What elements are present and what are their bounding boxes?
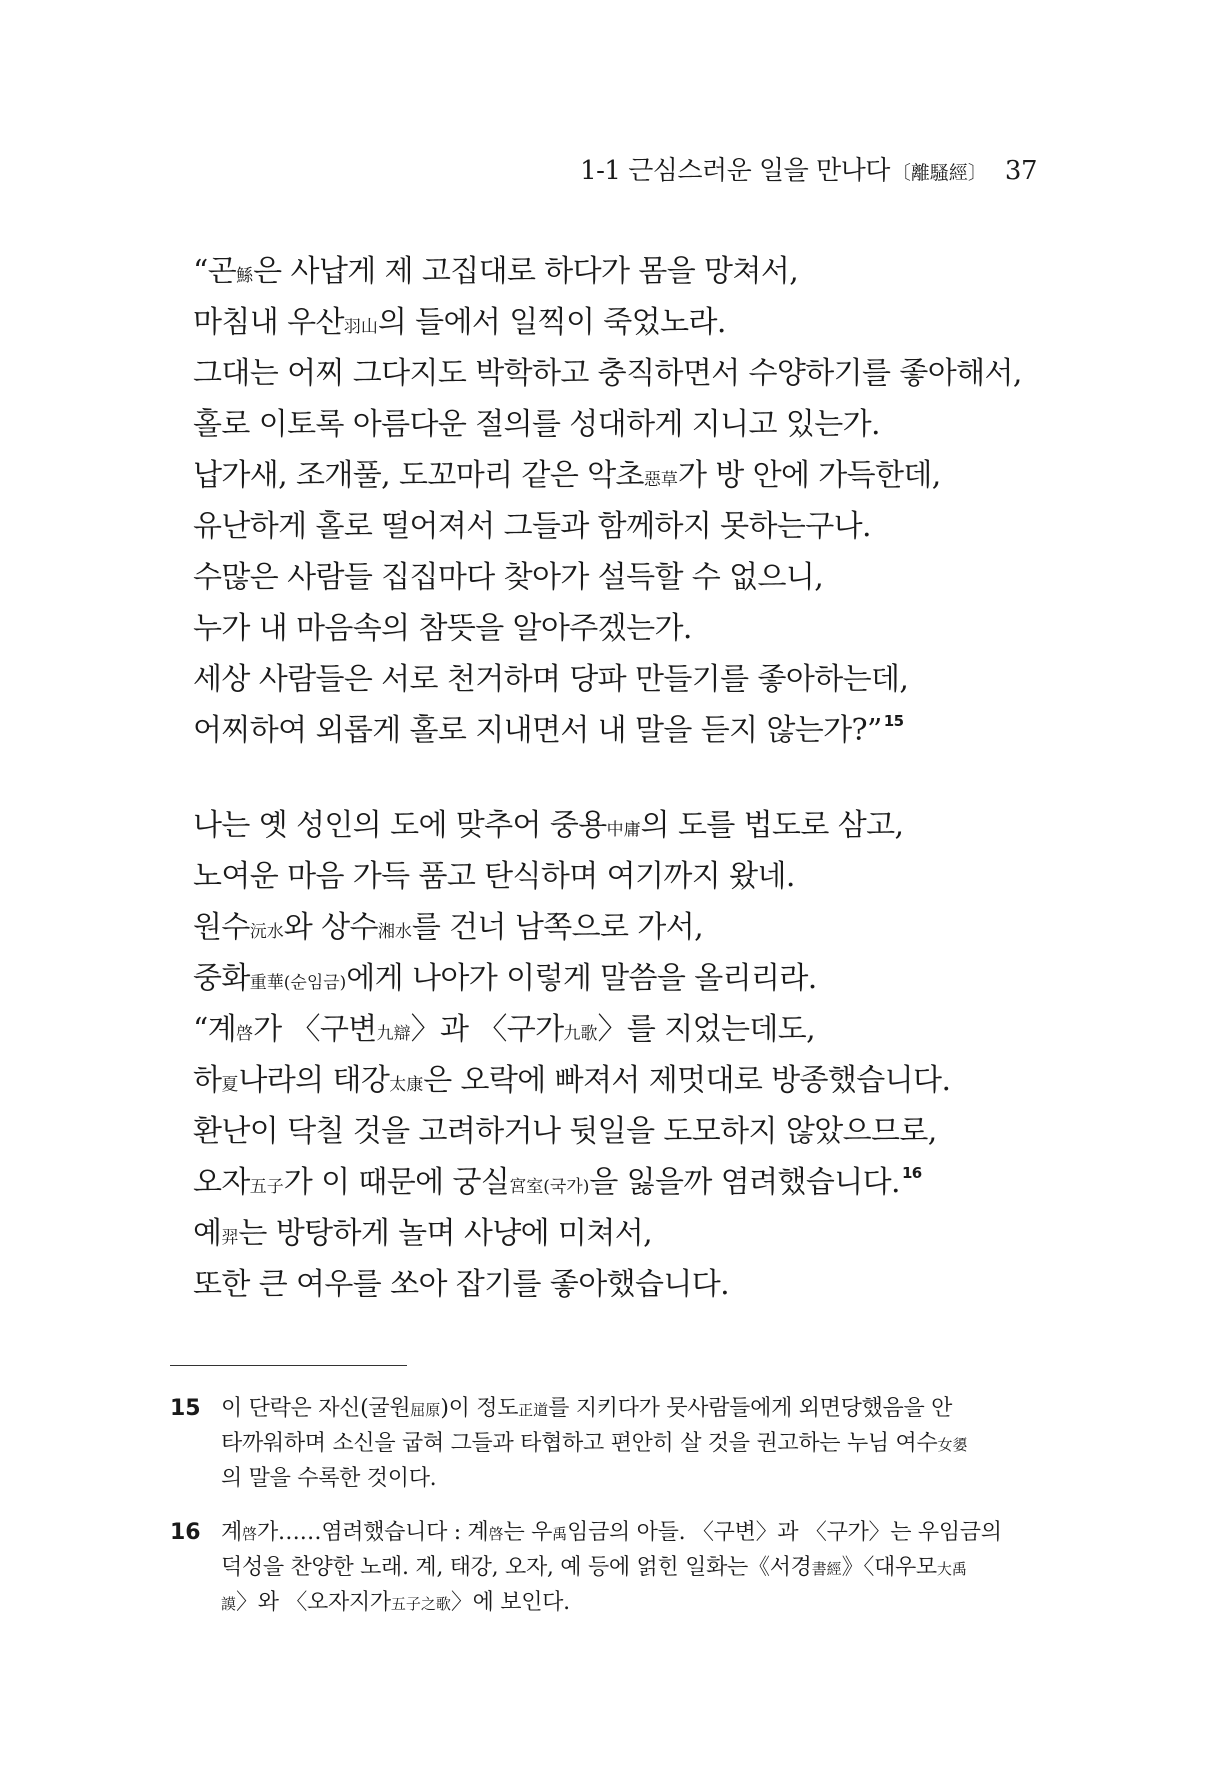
verse-line — [193, 1055, 1073, 1106]
text-run: 〉에 보인다. — [450, 1590, 570, 1615]
footnote-number: 15 — [170, 1396, 201, 1421]
text-run: 의 들에서 일찍이 죽었노라. — [377, 305, 726, 340]
verse-block-2 — [193, 800, 1073, 1310]
text-run: 가 방 안에 가득한데, — [677, 458, 941, 493]
hanja-gloss: 沅水 — [249, 922, 284, 942]
footnote-line — [221, 1462, 1050, 1497]
footnote-divider — [170, 1365, 407, 1366]
text-run: 와 상수 — [283, 910, 378, 945]
text-run: )이 정도 — [440, 1396, 519, 1421]
text-run: 계 — [221, 1520, 242, 1545]
text-run: 홀로 이토록 아름다운 절의를 성대하게 지니고 있는가. — [193, 407, 880, 442]
chapter-title: 1-1 근심스러운 일을 만나다 — [580, 156, 890, 186]
hanja-gloss: 九辯 — [376, 1024, 411, 1044]
footnote-number: 16 — [170, 1520, 201, 1545]
hanja-gloss: 夏 — [221, 1075, 239, 1095]
verse-line — [193, 1004, 1073, 1055]
hanja-gloss: 太康 — [389, 1075, 424, 1095]
text-run: 가 〈구변 — [253, 1012, 377, 1047]
text-run: 오자 — [193, 1165, 250, 1200]
hanja-gloss: 九歌 — [563, 1024, 598, 1044]
hanja-gloss: 禹 — [552, 1525, 568, 1543]
verse-line — [193, 501, 1073, 552]
text-run: 는 방탕하게 놀며 사냥에 미쳐서, — [238, 1216, 653, 1251]
text-run: 은 사납게 제 고집대로 하다가 몸을 망쳐서, — [253, 254, 799, 289]
text-run: 누가 내 마음속의 참뜻을 알아주겠는가. — [193, 611, 692, 646]
text-run: 가……염려했습니다 : 계 — [256, 1520, 489, 1545]
hanja-gloss: 正道 — [518, 1401, 549, 1419]
footnote-reference: 16 — [901, 1164, 922, 1182]
text-run: 에게 나아가 이렇게 말씀을 올리리라. — [346, 961, 817, 996]
verse-line — [193, 705, 1073, 756]
footnote-line — [221, 1427, 1050, 1462]
footnote-16 — [170, 1516, 1050, 1621]
verse-line — [193, 246, 1073, 297]
running-header — [580, 150, 1037, 187]
text-run: 세상 사람들은 서로 천거하며 당파 만들기를 좋아하는데, — [193, 662, 909, 697]
verse-line — [193, 654, 1073, 705]
text-run: 수많은 사람들 집집마다 찾아가 설득할 수 없으니, — [193, 560, 824, 595]
hanja-gloss: 女嬃 — [937, 1436, 968, 1454]
footnote-line — [221, 1551, 1050, 1586]
verse-line — [193, 297, 1073, 348]
text-run: 는 우 — [503, 1520, 553, 1545]
hanja-gloss: 鯀 — [236, 266, 254, 286]
footnote-reference: 15 — [883, 712, 904, 730]
hanja-gloss: 五子之歌 — [390, 1595, 451, 1613]
verse-line — [193, 1208, 1073, 1259]
hanja-gloss: 啓 — [488, 1525, 504, 1543]
text-run: 를 건너 남쪽으로 가서, — [411, 910, 704, 945]
hanja-gloss: 羿 — [221, 1228, 239, 1248]
text-run: “곤 — [193, 254, 237, 289]
text-run: 환난이 닥칠 것을 고려하거나 뒷일을 도모하지 않았으므로, — [193, 1114, 937, 1149]
text-run: 원수 — [193, 910, 250, 945]
hanja-gloss: 謨 — [221, 1595, 237, 1613]
verse-line — [193, 902, 1073, 953]
footnote-line — [221, 1586, 1050, 1621]
footnote-line — [221, 1392, 1050, 1427]
chapter-title-hanja: 〔離騷經〕 — [891, 162, 987, 184]
hanja-gloss: 書經 — [811, 1560, 842, 1578]
hanja-gloss: 羽山 — [343, 317, 378, 337]
verse-line — [193, 851, 1073, 902]
hanja-gloss: 大禹 — [936, 1560, 967, 1578]
verse-line — [193, 1157, 1073, 1208]
text-run: 의 말을 수록한 것이다. — [221, 1466, 437, 1491]
footnote-15 — [170, 1392, 1050, 1497]
verse-line — [193, 450, 1073, 501]
text-run: 노여운 마음 가득 품고 탄식하며 여기까지 왔네. — [193, 859, 795, 894]
text-run: 나라의 태강 — [238, 1063, 390, 1098]
hanja-gloss: 中庸 — [606, 820, 641, 840]
text-run: 타까워하며 소신을 굽혀 그들과 타협하고 편안히 살 것을 권고하는 누님 여수 — [221, 1431, 938, 1456]
text-run: 그대는 어찌 그다지도 박학하고 충직하면서 수양하기를 좋아해서, — [193, 356, 1022, 391]
hanja-gloss: 啓 — [236, 1024, 254, 1044]
text-run: 또한 큰 여우를 쏘아 잡기를 좋아했습니다. — [193, 1267, 730, 1302]
hanja-gloss: 宮室(국가) — [509, 1177, 590, 1197]
text-run: 하 — [193, 1063, 222, 1098]
verse-line — [193, 1106, 1073, 1157]
text-run: 마침내 우산 — [193, 305, 344, 340]
verse-line — [193, 348, 1073, 399]
verse-block-1 — [193, 246, 1073, 756]
text-run: 의 도를 법도로 삼고, — [640, 808, 904, 843]
hanja-gloss: 湘水 — [377, 922, 412, 942]
verse-line — [193, 552, 1073, 603]
text-run: 나는 옛 성인의 도에 맞추어 중용 — [193, 808, 607, 843]
text-run: 납가새, 조개풀, 도꼬마리 같은 악초 — [193, 458, 644, 493]
hanja-gloss: 啓 — [241, 1525, 257, 1543]
footnote-body — [170, 1516, 1050, 1621]
text-run: 》〈대우모 — [841, 1555, 937, 1580]
verse-line — [193, 800, 1073, 851]
page-number: 37 — [1004, 156, 1037, 186]
hanja-gloss: 重華(순임금) — [249, 973, 347, 993]
text-run: 이 단락은 자신(굴원 — [221, 1396, 411, 1421]
text-run: 를 지키다가 뭇사람들에게 외면당했음을 안 — [548, 1396, 953, 1421]
text-run: 은 오락에 빠져서 제멋대로 방종했습니다. — [423, 1063, 951, 1098]
text-run: 〉를 지었는데도, — [597, 1012, 816, 1047]
text-run: 예 — [193, 1216, 222, 1251]
hanja-gloss: 五子 — [249, 1177, 284, 1197]
text-run: 덕성을 찬양한 노래. 계, 태강, 오자, 예 등에 얽힌 일화는《서경 — [221, 1555, 812, 1580]
text-run: 중화 — [193, 961, 250, 996]
hanja-gloss: 惡草 — [643, 470, 678, 490]
text-run: 〉와 〈오자지가 — [236, 1590, 391, 1615]
text-run: 가 이 때문에 궁실 — [283, 1165, 510, 1200]
verse-line — [193, 603, 1073, 654]
verse-line — [193, 399, 1073, 450]
text-run: 〉과 〈구가 — [410, 1012, 564, 1047]
text-run: 을 잃을까 염려했습니다. — [589, 1165, 900, 1200]
verse-line — [193, 953, 1073, 1004]
text-run: 어찌하여 외롭게 홀로 지내면서 내 말을 듣지 않는가?” — [193, 713, 882, 748]
text-run: 임금의 아들. 〈구변〉과 〈구가〉는 우임금의 — [567, 1520, 1002, 1545]
text-run: “계 — [193, 1012, 237, 1047]
hanja-gloss: 屈原 — [410, 1401, 441, 1419]
verse-line — [193, 1259, 1073, 1310]
footnote-body — [170, 1392, 1050, 1497]
text-run: 유난하게 홀로 떨어져서 그들과 함께하지 못하는구나. — [193, 509, 871, 544]
footnote-line — [221, 1516, 1050, 1551]
